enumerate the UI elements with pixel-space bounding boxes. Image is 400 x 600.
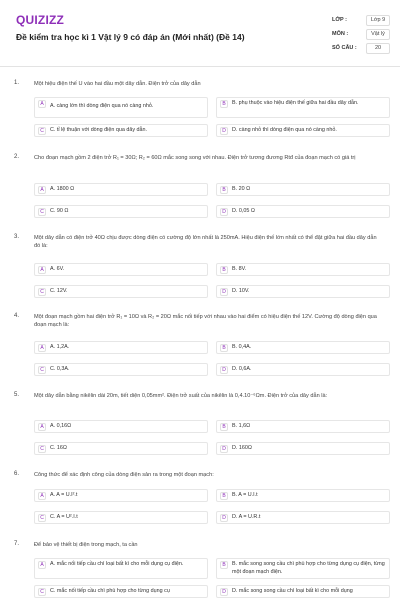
option-a[interactable] <box>34 97 208 118</box>
option-letter: D <box>220 445 228 453</box>
option-d[interactable] <box>216 205 390 218</box>
meta-class-row <box>332 15 390 29</box>
option-text: D. 10V. <box>232 288 250 294</box>
option-b[interactable] <box>216 558 390 579</box>
option-text: B. 8V. <box>232 266 247 272</box>
option-letter: A <box>38 492 46 500</box>
option-b[interactable] <box>216 420 390 433</box>
option-d[interactable] <box>216 511 390 524</box>
option-letter: D <box>220 588 228 596</box>
option-b[interactable] <box>216 183 390 196</box>
option-c[interactable] <box>34 205 208 218</box>
meta-subject-value: Vật lý <box>366 29 390 40</box>
meta-subject-row <box>332 29 390 43</box>
option-a[interactable] <box>34 263 208 276</box>
option-letter: A <box>38 186 46 194</box>
option-text: B. mắc song song cầu chì phù hợp cho từng dụng cụ điện, từng một đoạn mạch điện. <box>232 561 385 575</box>
option-letter: C <box>38 366 46 374</box>
option-letter: C <box>38 588 46 596</box>
quizizz-logo[interactable]: QUIZIZZ <box>16 13 65 27</box>
question-number: 3. <box>14 234 20 240</box>
option-a[interactable] <box>34 558 208 579</box>
option-letter: B <box>220 344 228 352</box>
option-c[interactable] <box>34 363 208 376</box>
option-b[interactable] <box>216 97 390 118</box>
option-text: B. 20 Ω <box>232 186 251 192</box>
question-text: Một hiệu điện thế U vào hai đầu một dây dẫn. Điện trở của dây dẫn <box>34 81 201 87</box>
option-letter: B <box>220 423 228 431</box>
option-letter: D <box>220 366 228 374</box>
option-a[interactable] <box>34 183 208 196</box>
option-text: B. 1,6Ω <box>232 423 251 429</box>
option-letter: A <box>38 100 46 108</box>
question-text: Để bảo vệ thiết bị điện trong mạch, ta cần <box>34 542 138 548</box>
option-text: D. 0,05 Ω <box>232 208 255 214</box>
meta-count-value: 20 <box>366 43 390 54</box>
question-text: Công thức để xác định công của dòng điện sản ra trong một đoạn mạch: <box>34 472 214 478</box>
option-d[interactable] <box>216 124 390 137</box>
option-text: A. 1,2A. <box>50 344 70 350</box>
question-number: 6. <box>14 471 20 477</box>
option-d[interactable] <box>216 285 390 298</box>
option-a[interactable] <box>34 420 208 433</box>
option-a[interactable] <box>34 341 208 354</box>
question-number: 7. <box>14 541 20 547</box>
option-text: C. 90 Ω <box>50 208 69 214</box>
question-number: 1. <box>14 80 20 86</box>
meta-count-row <box>332 43 390 57</box>
option-text: B. 0,4A. <box>232 344 252 350</box>
worksheet-meta <box>332 15 390 57</box>
option-c[interactable] <box>34 442 208 455</box>
option-letter: C <box>38 288 46 296</box>
option-text: D. A = U.R.t <box>232 514 261 520</box>
option-text: A. càng lớn thì dòng điện qua nó càng nhỏ. <box>50 103 154 109</box>
option-letter: A <box>38 344 46 352</box>
option-letter: B <box>220 561 228 569</box>
option-text: C. A = U².I.t <box>50 514 78 520</box>
header-divider <box>0 66 400 67</box>
option-c[interactable] <box>34 124 208 137</box>
option-b[interactable] <box>216 489 390 502</box>
option-letter: B <box>220 186 228 194</box>
question-number: 4. <box>14 313 20 319</box>
option-text: A. 6V. <box>50 266 65 272</box>
worksheet-header <box>0 0 400 66</box>
option-text: C. tỉ lệ thuận với dòng điện qua dây dẫn. <box>50 127 148 133</box>
option-c[interactable] <box>34 511 208 524</box>
question-text: Cho đoạn mạch gồm 2 điện trở R₁ = 30Ω; R₂ = 60Ω mắc song song với nhau. Điện trở tương đương Rtđ của đoạn mạch có giá trị <box>34 155 356 161</box>
option-text: A. 1800 Ω <box>50 186 75 192</box>
option-letter: C <box>38 208 46 216</box>
option-letter: B <box>220 100 228 108</box>
meta-subject-label: MÔN : <box>332 31 349 37</box>
option-letter: B <box>220 492 228 500</box>
option-b[interactable] <box>216 341 390 354</box>
option-text: A. 0,16Ω <box>50 423 72 429</box>
option-letter: C <box>38 445 46 453</box>
option-letter: A <box>38 561 46 569</box>
worksheet-title: Đề kiểm tra học kì 1 Vật lý 9 có đáp án (Mới nhất) (Đề 14) <box>16 32 245 42</box>
option-text: C. mắc nối tiếp cầu chì phù hợp cho từng dụng cụ <box>50 588 170 594</box>
option-text: B. phụ thuộc vào hiệu điện thế giữa hai đầu dây dẫn. <box>232 100 359 106</box>
option-c[interactable] <box>34 585 208 598</box>
option-text: D. càng nhỏ thì dòng điện qua nó càng nhỏ. <box>232 127 337 133</box>
option-c[interactable] <box>34 285 208 298</box>
question-text: Một dây dẫn có điện trở 40Ω chịu được dòng điện có cường độ lớn nhất là 250mA. Hiệu điện thế lớn nhất có thể đặt giữa hai đầu dây dẫn đó là: <box>34 235 377 249</box>
option-d[interactable] <box>216 442 390 455</box>
option-letter: D <box>220 514 228 522</box>
option-letter: C <box>38 514 46 522</box>
option-letter: A <box>38 266 46 274</box>
option-text: A. mắc nối tiếp cầu chì loại bất kì cho mỗi dụng cụ điện. <box>50 561 184 567</box>
option-text: C. 16Ω <box>50 445 67 451</box>
option-text: B. A = U.I.t <box>232 492 258 498</box>
meta-class-label: LỚP : <box>332 17 347 23</box>
option-a[interactable] <box>34 489 208 502</box>
question-number: 5. <box>14 392 20 398</box>
question-text: Một dây dẫn bằng nikêlin dài 20m, tiết diện 0,05mm². Điện trở suất của nikêlin là 0,4.10⁻⁶Ωm. Điện trở của dây dẫn là: <box>34 393 328 399</box>
option-text: C. 12V. <box>50 288 68 294</box>
option-b[interactable] <box>216 263 390 276</box>
question-number: 2. <box>14 154 20 160</box>
question-text: Một đoạn mạch gồm hai điện trở R₁ = 10Ω và R₂ = 20Ω mắc nối tiếp với nhau vào hai điểm có hiệu điện thế 12V. Cường độ dòng điện qua đoạn mạch là: <box>34 314 377 328</box>
option-text: D. mắc song song cầu chì loại bất kì cho mỗi dụng <box>232 588 353 594</box>
meta-class-value: Lớp 9 <box>366 15 390 26</box>
option-text: D. 0,6A. <box>232 366 252 372</box>
option-text: C. 0,3A. <box>50 366 70 372</box>
option-d[interactable] <box>216 585 390 598</box>
option-letter: D <box>220 288 228 296</box>
option-letter: D <box>220 127 228 135</box>
option-d[interactable] <box>216 363 390 376</box>
option-text: A. A = U.I².t <box>50 492 78 498</box>
option-text: D. 160Ω <box>232 445 252 451</box>
option-letter: D <box>220 208 228 216</box>
option-letter: A <box>38 423 46 431</box>
option-letter: B <box>220 266 228 274</box>
meta-count-label: SỐ CÂU : <box>332 45 357 51</box>
option-letter: C <box>38 127 46 135</box>
